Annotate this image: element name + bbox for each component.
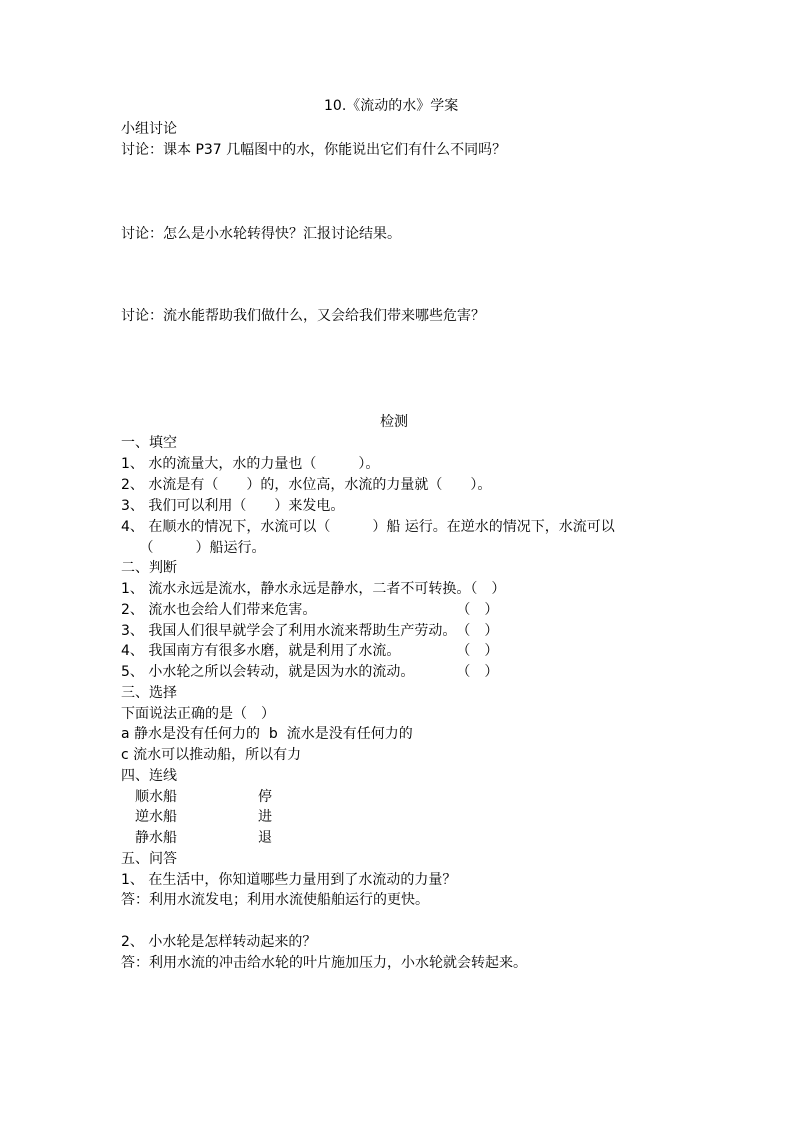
match-right-item: 退: [258, 830, 272, 846]
fill-item: 3、 我们可以利用（ ）来发电。: [121, 498, 345, 514]
match-left-item: 逆水船: [135, 809, 177, 825]
qa-answer: 答：利用水流的冲击给水轮的叶片施加压力，小水轮就会转起来。: [121, 955, 527, 971]
judge-heading: 二、判断: [121, 560, 177, 576]
discussion-question-1: 讨论：课本 P37 几幅图中的水，你能说出它们有什么不同吗？: [121, 142, 507, 158]
qa-question: 2、 小水轮是怎样转动起来的？: [121, 934, 317, 950]
discussion-question-3: 讨论：流水能帮助我们做什么，又会给我们带来哪些危害？: [121, 308, 485, 324]
discussion-question-2: 讨论：怎么是小水轮转得快？汇报讨论结果。: [121, 226, 401, 242]
match-left-item: 静水船: [135, 830, 177, 846]
fill-item: 4、 在顺水的情况下，水流可以（ ）船 运行。在逆水的情况下，水流可以: [121, 519, 615, 535]
fill-item: 2、 水流是有（ ）的，水位高，水流的力量就（ ）。: [121, 477, 492, 493]
match-left-item: 顺水船: [135, 789, 177, 805]
judge-item: 4、 我国南方有很多水磨，就是利用了水流。 （ ）: [121, 643, 499, 659]
qa-question: 1、 在生活中，你知道哪些力量用到了水流动的力量？: [121, 872, 457, 888]
qa-heading: 五、问答: [121, 851, 177, 867]
match-right-item: 进: [258, 809, 272, 825]
choose-question: 下面说法正确的是（ ）: [121, 706, 275, 722]
test-heading: 检测: [380, 414, 408, 430]
discussion-heading: 小组讨论: [121, 121, 177, 137]
judge-item: 1、 流水永远是流水，静水永远是静水，二者不可转换。（ ）: [121, 581, 506, 597]
page-title: 10.《流动的水》学案: [324, 98, 459, 114]
fill-item: 1、 水的流量大，水的力量也（ ）。: [121, 456, 380, 472]
judge-item: 3、 我国人们很早就学会了利用水流来帮助生产劳动。 （ ）: [121, 623, 499, 639]
choose-option-c: c 流水可以推动船，所以有力: [121, 747, 302, 763]
choose-option-ab: a 静水是没有任何力的 b 流水是没有任何力的: [121, 726, 413, 742]
fill-heading: 一、填空: [121, 435, 177, 451]
judge-item: 2、 流水也会给人们带来危害。 （ ）: [121, 602, 499, 618]
qa-answer: 答：利用水流发电；利用水流使船舶运行的更快。: [121, 892, 429, 908]
choose-heading: 三、选择: [121, 685, 177, 701]
judge-item: 5、 小水轮之所以会转动，就是因为水的流动。 （ ）: [121, 664, 499, 680]
match-right-item: 停: [258, 789, 272, 805]
match-heading: 四、连线: [121, 768, 177, 784]
fill-item-continuation: （ ）船运行。: [121, 540, 266, 556]
